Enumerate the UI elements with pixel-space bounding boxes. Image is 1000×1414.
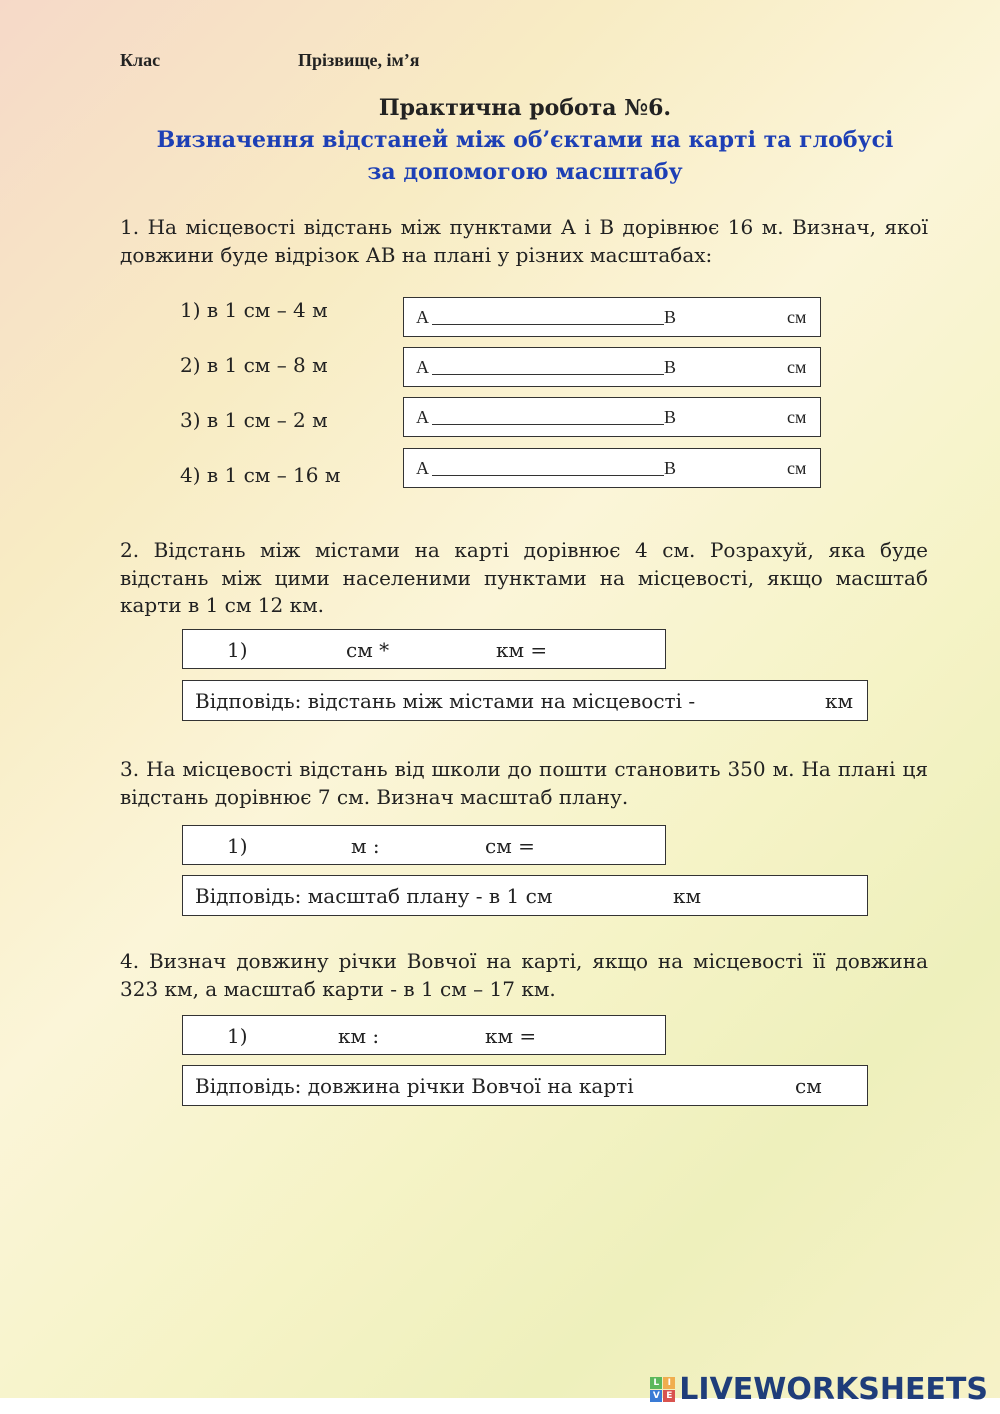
task4-answer-box[interactable]	[182, 1065, 868, 1106]
task3-calc-box[interactable]	[182, 825, 666, 865]
task2-calc-box[interactable]	[182, 629, 666, 669]
unit: см	[787, 407, 807, 427]
point-a: А	[416, 357, 429, 377]
calc-unit-a: см *	[346, 638, 390, 662]
point-a: А	[416, 307, 429, 327]
unit: см	[787, 307, 807, 327]
point-a: А	[416, 458, 429, 478]
class-label: Клас	[120, 50, 161, 70]
logo-text: LIVEWORKSHEETS	[679, 1372, 988, 1407]
point-b: В	[664, 357, 677, 377]
task1-item-label: 1) в 1 см – 4 м	[180, 298, 328, 322]
task1-item-label: 4) в 1 см – 16 м	[180, 463, 341, 487]
step-number: 1)	[227, 834, 248, 858]
unit: см	[787, 357, 807, 377]
calc-unit-b: см =	[485, 834, 535, 858]
calc-unit-a: м :	[351, 834, 380, 858]
task2-answer-box[interactable]	[182, 680, 868, 721]
answer-text: Відповідь: масштаб плану - в 1 см	[195, 884, 553, 908]
subtitle-line-1: Визначення відстаней між об’єктами на карті та глобусі	[156, 127, 894, 153]
task4-text: 4. Визнач довжину річки Вовчої на карті, якщо на місцевості її довжина 323 км, а масштаб карти - в 1 см – 17 км.	[120, 949, 928, 1001]
point-a: А	[416, 407, 429, 427]
liveworksheets-logo	[650, 1372, 988, 1407]
subtitle-line-2: за допомогою масштабу	[367, 159, 683, 185]
answer-text: Відповідь: довжина річки Вовчої на карті	[195, 1074, 634, 1098]
live-blocks-icon: L I V E	[650, 1377, 675, 1402]
step-number: 1)	[227, 1024, 248, 1048]
task4-calc-box[interactable]	[182, 1015, 666, 1055]
task1-text: 1. На місцевості відстань між пунктами А і В дорівнює 16 м. Визнач, якої довжини буде відрізок АВ на плані у різних масштабах:	[120, 215, 928, 267]
task1-answer-box[interactable]	[403, 297, 821, 337]
task3-text: 3. На місцевості відстань від школи до пошти становить 350 м. На плані ця відстань дорівнює 7 см. Визнач масштаб плану.	[120, 757, 928, 809]
task1-answer-box[interactable]	[403, 347, 821, 387]
page-title: Практична робота №6.	[378, 95, 672, 121]
answer-unit: км	[825, 689, 854, 713]
step-number: 1)	[227, 638, 248, 662]
name-label: Прізвище, ім’я	[298, 50, 420, 70]
task1-answer-box[interactable]	[403, 448, 821, 488]
task1-item-label: 2) в 1 см – 8 м	[180, 353, 328, 377]
task2-text: 2. Відстань між містами на карті дорівнює 4 см. Розрахуй, яка буде відстань між цими населеними пунктами на місцевості, якщо масштаб карти в 1 см 12 км.	[120, 538, 928, 617]
calc-unit-b: км =	[485, 1024, 537, 1048]
unit: см	[787, 458, 807, 478]
point-b: В	[664, 307, 677, 327]
point-b: В	[664, 407, 677, 427]
answer-text: Відповідь: відстань між містами на місцевості -	[195, 689, 696, 713]
point-b: В	[664, 458, 677, 478]
task3-answer-box[interactable]	[182, 875, 868, 916]
task1-answer-box[interactable]	[403, 397, 821, 437]
task1-item-label: 3) в 1 см – 2 м	[180, 408, 328, 432]
calc-unit-a: км :	[338, 1024, 380, 1048]
answer-unit: км	[673, 884, 702, 908]
answer-unit: см	[795, 1074, 822, 1098]
calc-unit-b: км =	[496, 638, 548, 662]
